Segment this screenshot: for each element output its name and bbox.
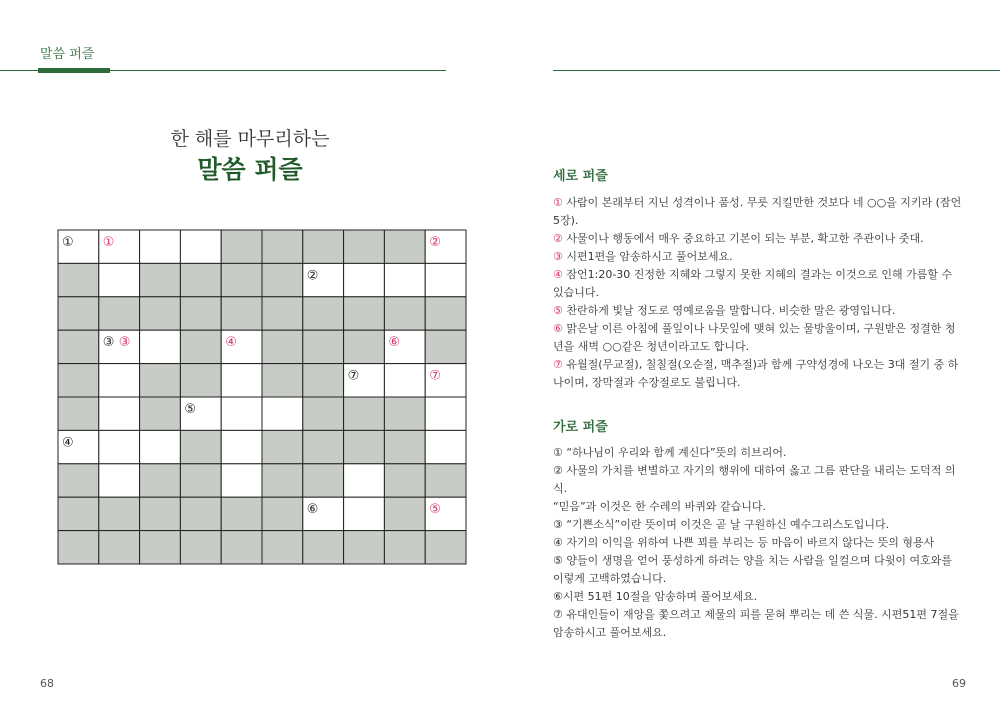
blocked-cell bbox=[140, 531, 181, 564]
blocked-cell bbox=[140, 397, 181, 430]
answer-cell[interactable] bbox=[99, 464, 140, 497]
page-number-right: 69 bbox=[952, 677, 966, 690]
clue-number-label: ⑦ bbox=[347, 368, 360, 384]
down-clue bbox=[553, 266, 963, 302]
across-clue: ⑤ 양들이 생명을 얻어 풍성하게 하려는 양을 치는 사람을 일컬으며 다윗이 여호와를 이렇게 고백하였습니다. bbox=[553, 554, 952, 585]
blocked-cell bbox=[180, 330, 221, 363]
down-clue-number: ⑤ bbox=[553, 304, 563, 317]
blocked-cell bbox=[180, 297, 221, 330]
blocked-cell bbox=[262, 497, 303, 530]
blocked-cell bbox=[180, 531, 221, 564]
clue-number-label: ③ bbox=[118, 335, 131, 351]
down-clue-number: ② bbox=[553, 232, 563, 245]
blocked-cell bbox=[425, 297, 466, 330]
down-heading: 세로 퍼즐 bbox=[553, 169, 608, 184]
down-clue-number: ① bbox=[553, 196, 563, 209]
across-heading: 가로 퍼즐 bbox=[553, 420, 608, 435]
blocked-cell bbox=[221, 263, 262, 296]
blocked-cell bbox=[140, 464, 181, 497]
answer-cell[interactable] bbox=[221, 430, 262, 463]
answer-cell[interactable] bbox=[140, 230, 181, 263]
blocked-cell bbox=[303, 397, 344, 430]
down-clue-text: 시편1편을 암송하시고 풀어보세요. bbox=[562, 250, 733, 263]
blocked-cell bbox=[262, 531, 303, 564]
blocked-cell bbox=[221, 497, 262, 530]
down-clue bbox=[553, 302, 963, 320]
answer-cell[interactable] bbox=[99, 263, 140, 296]
blocked-cell bbox=[262, 464, 303, 497]
blocked-cell bbox=[384, 497, 425, 530]
answer-cell[interactable] bbox=[384, 263, 425, 296]
blocked-cell bbox=[140, 297, 181, 330]
blocked-cell bbox=[180, 364, 221, 397]
blocked-cell bbox=[180, 430, 221, 463]
answer-cell[interactable] bbox=[221, 397, 262, 430]
answer-cell[interactable] bbox=[99, 430, 140, 463]
answer-cell[interactable] bbox=[344, 464, 385, 497]
blocked-cell bbox=[344, 531, 385, 564]
across-clue: ④ 자기의 이익을 위하여 나쁜 꾀를 부리는 등 마음이 바르지 않다는 뜻의 형용사 bbox=[553, 536, 935, 549]
blocked-cell bbox=[262, 297, 303, 330]
down-clue-number: ④ bbox=[553, 268, 563, 281]
answer-cell[interactable] bbox=[221, 464, 262, 497]
page-title-line1: 한 해를 마무리하는 bbox=[170, 128, 330, 150]
answer-cell[interactable] bbox=[180, 230, 221, 263]
blocked-cell bbox=[384, 531, 425, 564]
blocked-cell bbox=[221, 230, 262, 263]
down-clue-text: 잠언1:20-30 진정한 지혜와 그렇지 못한 지혜의 결과는 이것으로 인해 가름할 수 있습니다. bbox=[553, 268, 953, 299]
down-clues bbox=[553, 194, 963, 392]
down-clue-text: 유월절(무교절), 칠칠절(오순절, 맥추절)과 함께 구약성경에 나오는 3대 절기 중 하나이며, 장막절과 수장절로도 불립니다. bbox=[553, 358, 959, 389]
answer-cell[interactable] bbox=[425, 263, 466, 296]
blocked-cell bbox=[58, 263, 99, 296]
blocked-cell bbox=[58, 497, 99, 530]
clue-number-label: ④ bbox=[62, 435, 74, 451]
blocked-cell bbox=[140, 364, 181, 397]
clue-number-label: ⑦ bbox=[429, 368, 441, 384]
page-number-left: 68 bbox=[40, 677, 54, 690]
blocked-cell bbox=[425, 464, 466, 497]
across-clue: ⑥시편 51편 10절을 암송하며 풀어보세요. bbox=[553, 590, 758, 603]
clue-number-label: ② bbox=[306, 268, 319, 284]
blocked-cell bbox=[140, 263, 181, 296]
answer-cell[interactable] bbox=[99, 364, 140, 397]
blocked-cell bbox=[344, 330, 385, 363]
clue-number-label: ⑥ bbox=[388, 335, 401, 351]
clue-number-label: ① bbox=[62, 235, 74, 250]
down-clue-text: 찬란하게 빛날 정도로 영예로움을 말합니다. 비슷한 말은 광영입니다. bbox=[562, 304, 896, 317]
answer-cell[interactable] bbox=[99, 397, 140, 430]
down-clue bbox=[553, 194, 963, 230]
across-clues bbox=[553, 444, 963, 642]
down-clue-text: 사물이나 행동에서 매우 중요하고 기본이 되는 부분, 확고한 주관이나 줏대. bbox=[562, 232, 924, 245]
clue-number-label: ⑤ bbox=[429, 502, 441, 518]
across-clue: ② 사물의 가치를 변별하고 자기의 행위에 대하여 옳고 그름 판단을 내리는 도덕적 의식. bbox=[553, 464, 956, 495]
down-clue bbox=[553, 248, 963, 266]
blocked-cell bbox=[303, 297, 344, 330]
answer-cell[interactable] bbox=[344, 263, 385, 296]
page-title-line2: 말씀 퍼즐 bbox=[197, 155, 303, 184]
blocked-cell bbox=[262, 263, 303, 296]
blocked-cell bbox=[58, 397, 99, 430]
blocked-cell bbox=[384, 430, 425, 463]
section-label: 말씀 퍼즐 bbox=[40, 47, 95, 62]
blocked-cell bbox=[425, 531, 466, 564]
blocked-cell bbox=[180, 464, 221, 497]
down-clue-number: ⑥ bbox=[553, 322, 563, 335]
blocked-cell bbox=[262, 330, 303, 363]
down-clue-text: 맑은날 이른 아침에 풀잎이나 나뭇잎에 맺혀 있는 물방울이며, 구원받은 정결한 청년을 새벽 ○○같은 청년이라고도 합니다. bbox=[553, 322, 956, 353]
down-clue bbox=[553, 320, 963, 356]
down-clue bbox=[553, 356, 963, 392]
blocked-cell bbox=[303, 531, 344, 564]
blocked-cell bbox=[140, 497, 181, 530]
blocked-cell bbox=[303, 230, 344, 263]
across-clue: ③ “기쁜소식”이란 뜻이며 이것은 곧 날 구원하신 예수그리스도입니다. bbox=[553, 518, 890, 531]
clue-number-label: ③ bbox=[102, 335, 115, 351]
blocked-cell bbox=[99, 497, 140, 530]
answer-cell[interactable] bbox=[384, 364, 425, 397]
blocked-cell bbox=[58, 330, 99, 363]
blocked-cell bbox=[425, 330, 466, 363]
down-clue-text: 사람이 본래부터 지닌 성격이나 품성. 무릇 지킬만한 것보다 네 ○○을 지키라 (잠언5장). bbox=[553, 196, 962, 227]
blocked-cell bbox=[384, 297, 425, 330]
clue-number-label: ④ bbox=[225, 335, 237, 351]
blocked-cell bbox=[344, 297, 385, 330]
blocked-cell bbox=[58, 464, 99, 497]
answer-cell[interactable] bbox=[344, 497, 385, 530]
blocked-cell bbox=[262, 364, 303, 397]
answer-cell[interactable] bbox=[425, 397, 466, 430]
blocked-cell bbox=[303, 364, 344, 397]
answer-cell[interactable] bbox=[140, 430, 181, 463]
blocked-cell bbox=[384, 397, 425, 430]
blocked-cell bbox=[262, 230, 303, 263]
across-clue: ① “하나님이 우리와 함께 계신다”뜻의 히브리어. bbox=[553, 446, 787, 459]
blocked-cell bbox=[58, 531, 99, 564]
blocked-cell bbox=[58, 297, 99, 330]
blocked-cell bbox=[221, 297, 262, 330]
clue-number-label: ⑤ bbox=[184, 402, 197, 417]
blocked-cell bbox=[344, 230, 385, 263]
blocked-cell bbox=[303, 430, 344, 463]
blocked-cell bbox=[303, 330, 344, 363]
answer-cell[interactable] bbox=[425, 430, 466, 463]
blocked-cell bbox=[344, 430, 385, 463]
clue-number-label: ② bbox=[429, 235, 441, 250]
across-clue: “믿음”과 이것은 한 수레의 바퀴와 같습니다. bbox=[553, 500, 767, 513]
blocked-cell bbox=[221, 531, 262, 564]
blocked-cell bbox=[99, 297, 140, 330]
across-clue: ⑦ 유대인들이 재앙을 쫓으려고 제물의 피를 묻혀 뿌리는 데 쓴 식물. 시편51편 7절을 암송하시고 풀어보세요. bbox=[553, 608, 959, 639]
clue-number-label: ⑥ bbox=[306, 502, 319, 518]
blocked-cell bbox=[58, 364, 99, 397]
blocked-cell bbox=[344, 397, 385, 430]
down-clue-number: ③ bbox=[553, 250, 563, 263]
blocked-cell bbox=[180, 263, 221, 296]
answer-cell[interactable] bbox=[262, 397, 303, 430]
down-clue bbox=[553, 230, 963, 248]
blocked-cell bbox=[99, 531, 140, 564]
clue-number-label: ① bbox=[102, 235, 115, 250]
blocked-cell bbox=[384, 464, 425, 497]
answer-cell[interactable] bbox=[140, 330, 181, 363]
blocked-cell bbox=[303, 464, 344, 497]
down-clue-number: ⑦ bbox=[553, 358, 563, 371]
answer-cell[interactable] bbox=[221, 364, 262, 397]
blocked-cell bbox=[180, 497, 221, 530]
blocked-cell bbox=[384, 230, 425, 263]
blocked-cell bbox=[262, 430, 303, 463]
